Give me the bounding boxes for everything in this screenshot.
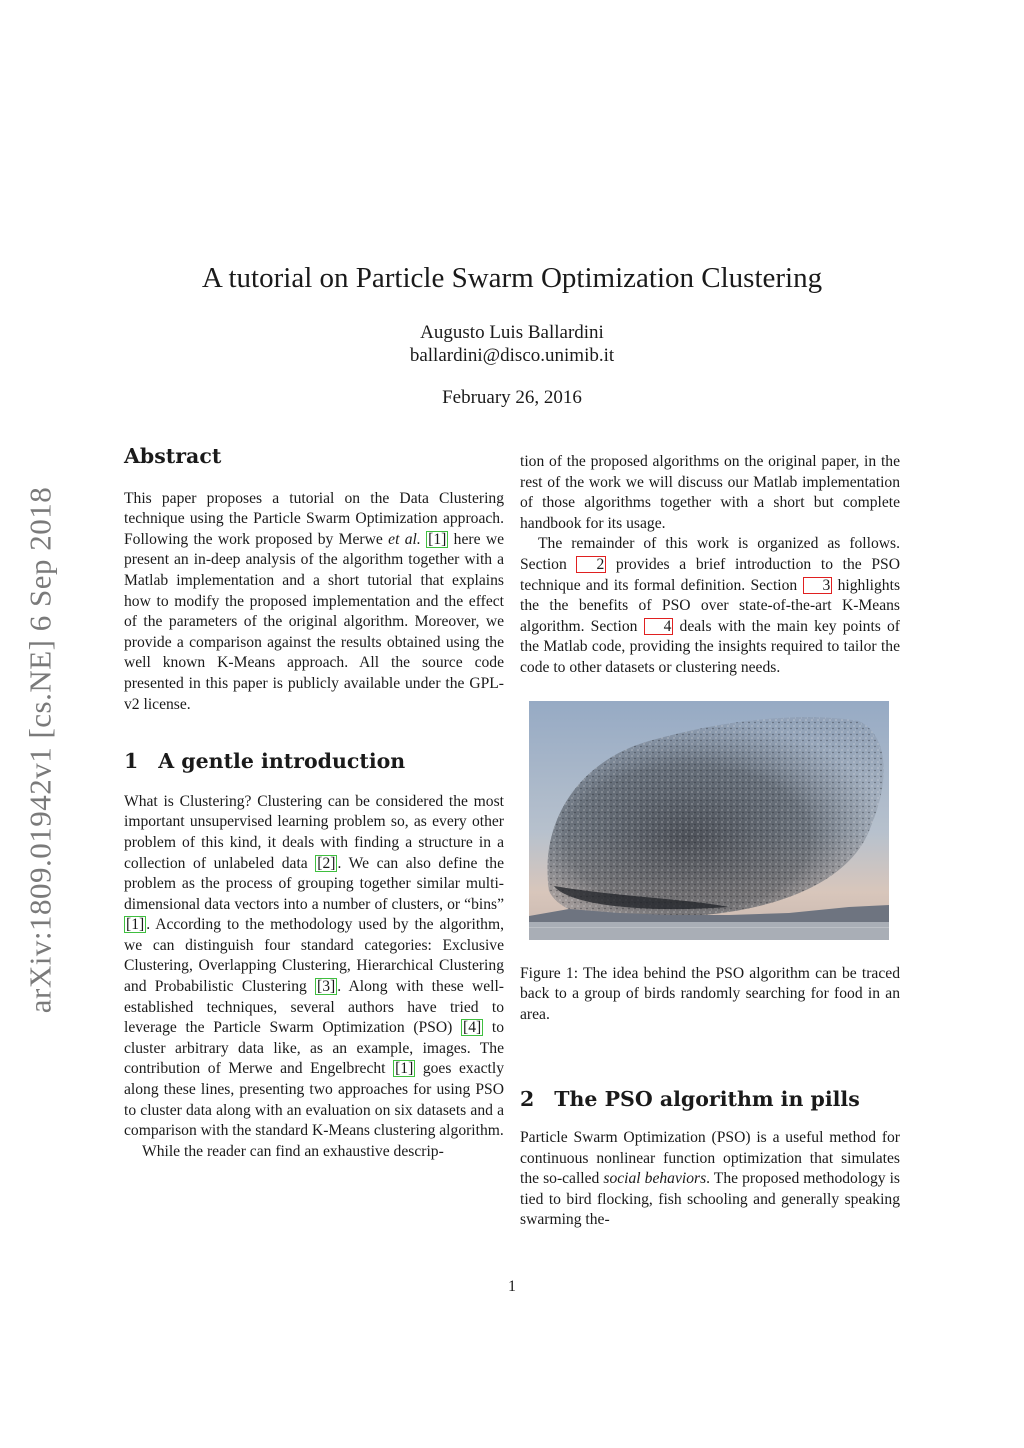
citation-link[interactable]: [1] [395,1060,414,1078]
abstract-heading: Abstract [124,444,222,468]
citation-link[interactable]: [1] [126,916,145,934]
abstract-text: This paper proposes a tutorial on the Data Clustering technique using the Particle Swarm Optimization approach. Following the work proposed by Merwe et al. [1] here we present an in-deep analysis of the algorithm together with a Matlab implementation and a short tutorial that explains how to modify the proposed implementation and the effect of the parameters of the original algorithm. Moreover, we provide a comparison against the results obtained using the well known K-Means approach. All the source code presented in this paper is publicly available under the GPL-v2 license. [124,489,505,713]
figure-1-image [529,701,889,940]
figure-1-caption: Figure 1: The idea behind the PSO algorithm can be traced back to a group of birds randomly searching for food in an area. [520,964,900,1023]
citation-link[interactable]: [1] [428,530,447,548]
left-column [124,446,504,1162]
section-number: 1 [124,749,139,774]
citation-link[interactable]: [2] [317,854,336,872]
section-title: The PSO algorithm in pills [554,1087,860,1112]
intro-paragraph-2-continued: tion of the proposed algorithms on the original paper, in the rest of the work we will discuss our Matlab implementation of those algorithms together with a short but complete handbook for its usage. [520,453,900,532]
section-1-heading [124,751,504,772]
right-column [520,452,900,1231]
paper-title: A tutorial on Particle Swarm Optimization Clustering [201,262,823,294]
author-email: ballardini@disco.unimib.it [409,345,615,366]
citation-link[interactable]: [3] [317,978,336,996]
intro-paragraph-1: What is Clustering? Clustering can be considered the most important unsupervised learning problem so, as every other problem of this kind, it deals with finding a structure in a collection of unlabeled data [2] . We can also define the problem as the process of grouping together similar multi-dimensional data vectors into a number of clusters, or “bins” [1] . According to the methodology used by the algorithm, we can distinguish four standard categories: Exclusive Clustering, Overlapping Clustering, Hierarchical Clustering and Probabilistic Clustering [3] . Along with these well-established techniques, several authors have tried to leverage the Particle Swarm Optimization (PSO) [4] to cluster arbitrary data like, as an example, images. The contribution of Merwe and Engelbrecht [1] goes exactly along these lines, presenting two approaches for using PSO to cluster data along with an evaluation on six datasets and a comparison with the standard K-Means clustering algorithm. [124,792,505,1140]
intro-paragraph-2-start: While the reader can find an exhaustive descrip- [142,1142,444,1160]
pso-paragraph-1: Particle Swarm Optimization (PSO) is a useful method for continuous nonlinear function optimization that simulates the so-called social behaviors. The proposed methodology is tied to bird flocking, fish schooling and generally speaking swarming the- [520,1128,900,1229]
intro-paragraph-3: The remainder of this work is organized as follows. Section 2 provides a brief introduction to the PSO technique and its formal definition. Section 3 highlights the the benefits of PSO over state-of-the-art K-Means algorithm. Section 4 deals with the main key points of the Matlab code, providing the insights required to tailor the code to other datasets or clustering needs. [520,535,901,676]
author-name: Augusto Luis Ballardini [420,322,604,343]
section-reference-link[interactable]: 3 [803,577,833,594]
citation-link[interactable]: [4] [463,1019,482,1037]
section-2-heading [520,1089,900,1110]
paper-date: February 26, 2016 [442,387,582,408]
arxiv-side-identifier [10,460,70,1040]
page-number: 1 [508,1278,516,1295]
section-reference-link[interactable]: 2 [576,556,606,573]
section-reference-link[interactable]: 4 [644,618,674,635]
section-number: 2 [520,1087,535,1112]
section-title: A gentle introduction [158,749,406,774]
bird-flock-photo [529,701,889,940]
arxiv-id-text: arXiv:1809.01942v1 [cs.NE] 6 Sep 2018 [22,486,57,1014]
